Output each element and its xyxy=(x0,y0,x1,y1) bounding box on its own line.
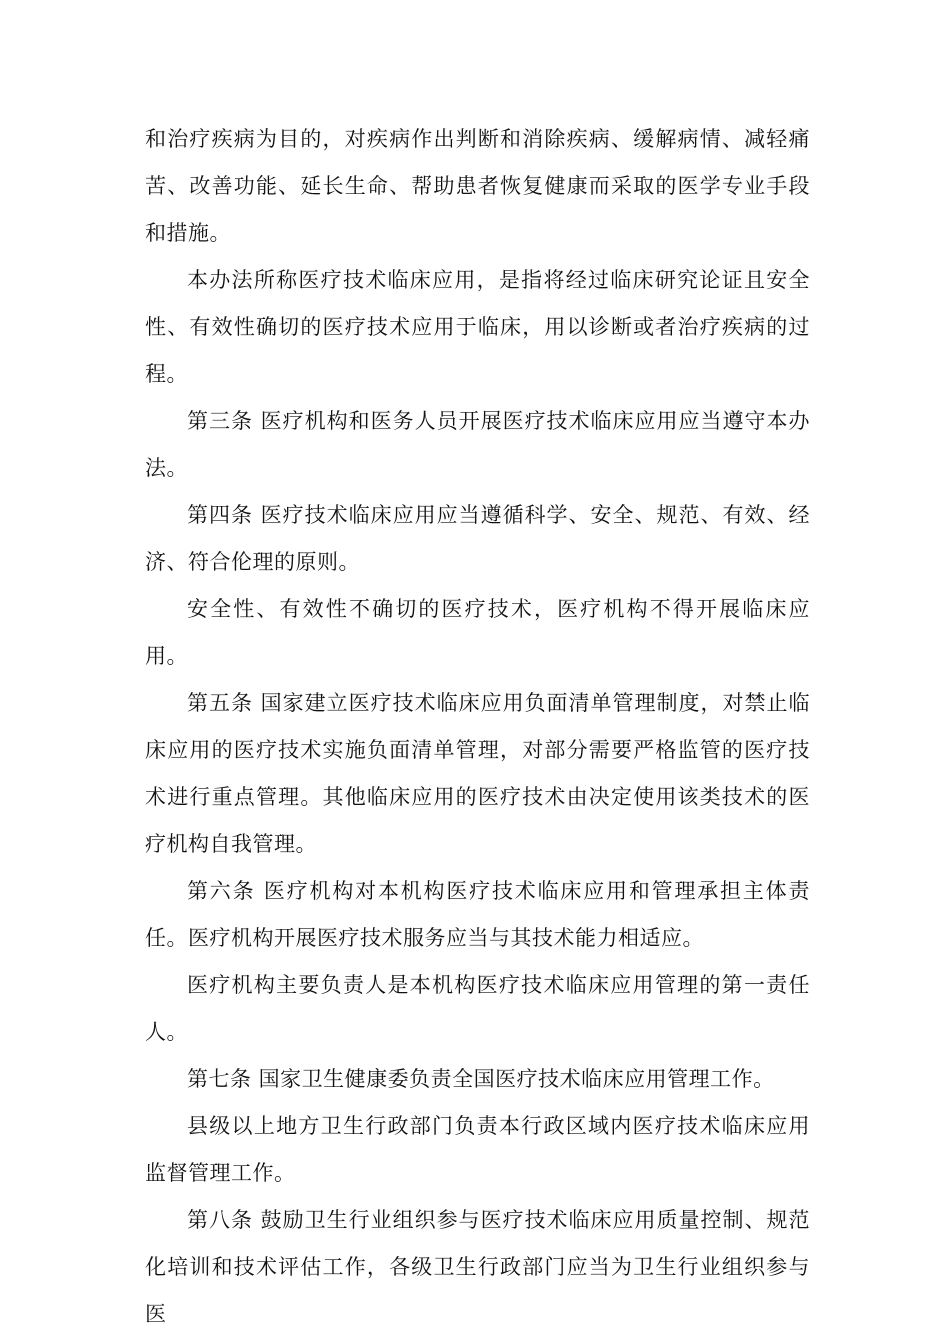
article-4-clause: 安全性、有效性不确切的医疗技术，医疗机构不得开展临床应用。 xyxy=(145,597,810,668)
article-6-clause: 医疗机构主要负责人是本机构医疗技术临床应用管理的第一责任人。 xyxy=(145,973,810,1044)
article-5: 第五条 国家建立医疗技术临床应用负面清单管理制度，对禁止临床应用的医疗技术实施负面清单管理，对部分需要严格监管的医疗技术进行重点管理。其他临床应用的医疗技术由决定使用该类技术的医疗机构自我管理。 xyxy=(145,691,810,856)
paragraph-continuation: 和治疗疾病为目的，对疾病作出判断和消除疾病、缓解病情、减轻痛苦、改善功能、延长生命、帮助患者恢复健康而采取的医学专业手段和措施。 xyxy=(145,127,810,245)
paragraph-definition: 本办法所称医疗技术临床应用，是指将经过临床研究论证且安全性、有效性确切的医疗技术应用于临床，用以诊断或者治疗疾病的过程。 xyxy=(145,268,810,386)
article-3: 第三条 医疗机构和医务人员开展医疗技术临床应用应当遵守本办法。 xyxy=(145,409,810,480)
article-4: 第四条 医疗技术临床应用应当遵循科学、安全、规范、有效、经济、符合伦理的原则。 xyxy=(145,503,810,574)
article-7: 第七条 国家卫生健康委负责全国医疗技术临床应用管理工作。 xyxy=(187,1067,775,1091)
article-7-clause: 县级以上地方卫生行政部门负责本行政区域内医疗技术临床应用监督管理工作。 xyxy=(145,1114,810,1185)
article-8: 第八条 鼓励卫生行业组织参与医疗技术临床应用质量控制、规范化培训和技术评估工作，各级卫生行政部门应当为卫生行业组织参与医 xyxy=(145,1208,810,1326)
article-6: 第六条 医疗机构对本机构医疗技术临床应用和管理承担主体责任。医疗机构开展医疗技术服务应当与其技术能力相适应。 xyxy=(145,879,810,950)
document-body xyxy=(145,116,810,1338)
